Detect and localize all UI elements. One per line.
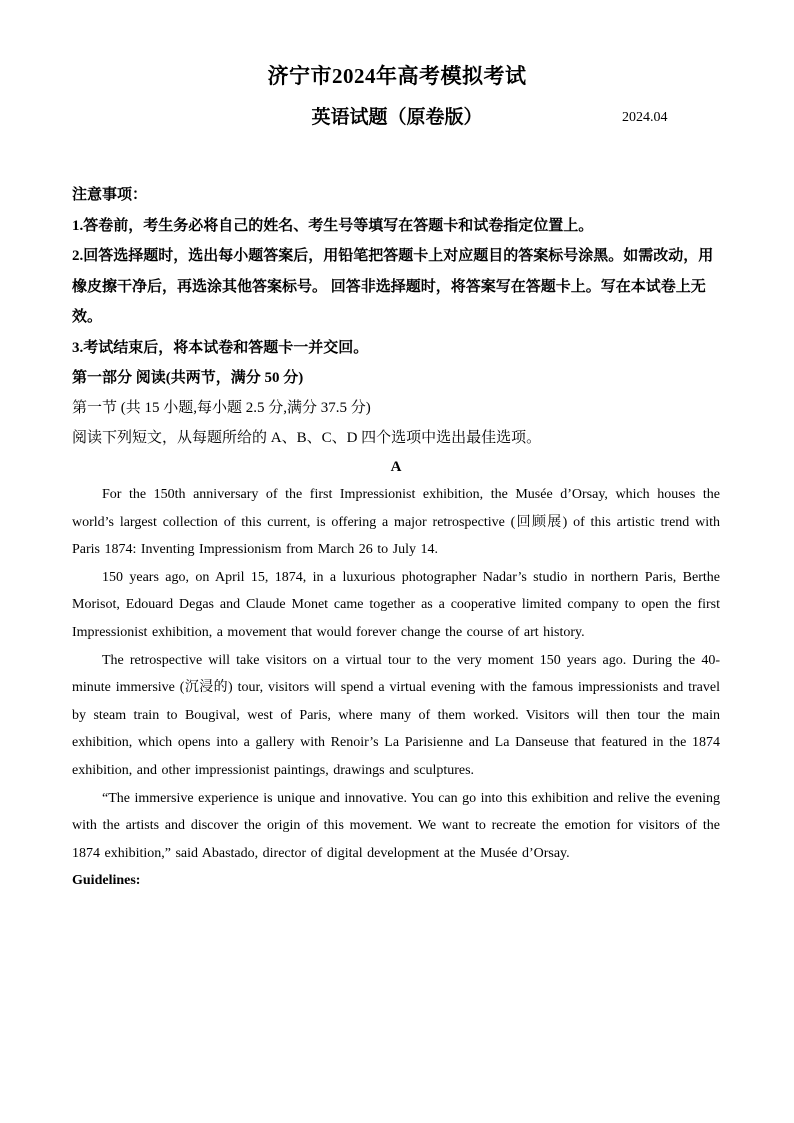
passage-paragraph: 150 years ago, on April 15, 1874, in a luxurious photographer Nadar’s studio in northern Paris, Berthe Morisot, Edouard Degas and Claude Monet came together as a cooperative limited company to open the first Impressionist exhibition, a movement that would forever change the course of art history.: [72, 569, 720, 640]
notice-section: [72, 180, 720, 363]
exam-date: 2024.04: [622, 110, 668, 125]
part-title: 第一部分 阅读(共两节，满分 50 分): [72, 370, 304, 386]
notice-item-2: 2.回答选择题时，选出每小题答案后，用铅笔把答题卡上对应题目的答案标号涂黑。如需改动，用橡皮擦干净后，再选涂其他答案标号。 回答非选择题时，将答案写在答题卡上。写在本试卷上无效。: [72, 248, 714, 325]
notice-item-3: 3.考试结束后，将本试卷和答题卡一并交回。: [72, 339, 369, 356]
notice-heading: 注意事项：: [72, 187, 148, 203]
notice-item-1: 1.答卷前，考生务必将自己的姓名、考生号等填写在答题卡和试卷指定位置上。: [72, 217, 594, 234]
passage-paragraph: For the 150th anniversary of the first Impressionist exhibition, the Musée d’Orsay, which houses the world’s largest collection of this current, is offering a major retrospective (回顾展) of this artistic trend with Paris 1874: Inventing Impressionism from March 26 to July 14.: [72, 487, 720, 558]
reading-section: [72, 363, 720, 895]
exam-subtitle: 英语试题（原卷版）: [311, 107, 483, 128]
passage-paragraph: “The immersive experience is unique and innovative. You can go into this exhibition and relive the evening with the artists and discover the origin of this movement. We want to recreate the emotion for visitors of the 1874 exhibition,” said Abastado, director of digital development at the Musée d’Orsay.: [72, 790, 720, 861]
guidelines-label: Guidelines:: [72, 873, 141, 889]
instruction-text: 阅读下列短文，从每题所给的 A、B、C、D 四个选项中选出最佳选项。: [72, 430, 542, 446]
exam-title: 济宁市2024年高考模拟考试: [267, 64, 527, 88]
passage-paragraph: The retrospective will take visitors on a virtual tour to the very moment 150 years ago. During the 40-minute immersive (沉浸的) tour, visitors will spend a virtual evening with the famous impressionists and travel by steam train to Bougival, west of Paris, where many of them worked. Visitors will then tour the main exhibition, which opens into a gallery with Renoir’s La Parisienne and La Danseuse that featured in the 1874 exhibition, and other impressionist paintings, drawings and sculptures.: [72, 652, 720, 778]
subsection-title: 第一节 (共 15 小题,每小题 2.5 分,满分 37.5 分): [72, 400, 371, 416]
passage-label: A: [390, 459, 402, 475]
